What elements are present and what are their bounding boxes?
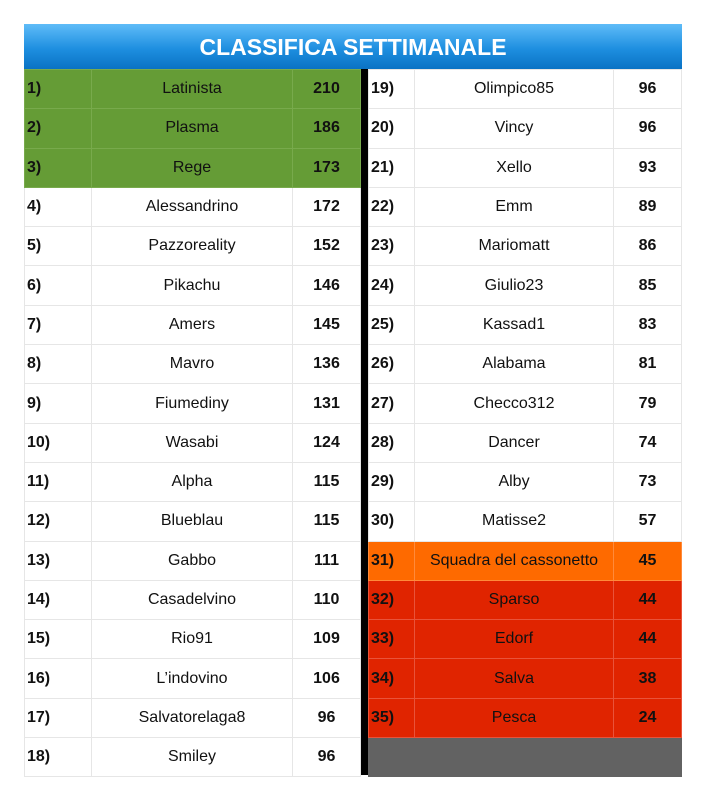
team-name-cell: Alpha xyxy=(92,462,293,501)
rank-cell: 23) xyxy=(369,227,415,266)
rank-cell: 20) xyxy=(369,109,415,148)
team-name-cell: Rio91 xyxy=(92,620,293,659)
team-name-cell: Plasma xyxy=(92,109,293,148)
table-row xyxy=(369,227,682,266)
team-name-cell: Mavro xyxy=(92,345,293,384)
table-row xyxy=(369,423,682,462)
table-row xyxy=(369,345,682,384)
rank-cell: 34) xyxy=(369,659,415,698)
team-name-cell: Smiley xyxy=(92,738,293,777)
score-cell: 45 xyxy=(614,541,682,580)
team-name-cell: Edorf xyxy=(415,620,614,659)
team-name-cell: Amers xyxy=(92,305,293,344)
rank-cell: 8) xyxy=(25,345,92,384)
table-row xyxy=(25,266,361,305)
rank-cell: 29) xyxy=(369,462,415,501)
table-row xyxy=(25,384,361,423)
team-name-cell: Rege xyxy=(92,148,293,187)
rank-cell: 21) xyxy=(369,148,415,187)
rank-cell: 19) xyxy=(369,70,415,109)
rank-cell: 35) xyxy=(369,698,415,737)
rank-cell: 30) xyxy=(369,502,415,541)
team-name-cell: Casadelvino xyxy=(92,580,293,619)
team-name-cell: Alessandrino xyxy=(92,187,293,226)
table-row xyxy=(369,70,682,109)
column-divider xyxy=(361,69,368,775)
table-row xyxy=(25,620,361,659)
score-cell: 74 xyxy=(614,423,682,462)
empty-cell xyxy=(614,738,682,777)
score-cell: 124 xyxy=(293,423,361,462)
team-name-cell: Alby xyxy=(415,462,614,501)
rank-cell: 5) xyxy=(25,227,92,266)
score-cell: 111 xyxy=(293,541,361,580)
team-name-cell: Olimpico85 xyxy=(415,70,614,109)
rank-cell: 11) xyxy=(25,462,92,501)
rank-cell: 2) xyxy=(25,109,92,148)
table-row xyxy=(369,266,682,305)
rank-cell: 7) xyxy=(25,305,92,344)
team-name-cell: Mariomatt xyxy=(415,227,614,266)
team-name-cell: Dancer xyxy=(415,423,614,462)
table-row xyxy=(25,698,361,737)
score-cell: 79 xyxy=(614,384,682,423)
rank-cell: 14) xyxy=(25,580,92,619)
score-cell: 172 xyxy=(293,187,361,226)
rank-cell: 32) xyxy=(369,580,415,619)
score-cell: 115 xyxy=(293,462,361,501)
team-name-cell: Alabama xyxy=(415,345,614,384)
team-name-cell: Latinista xyxy=(92,70,293,109)
team-name-cell: Fiumediny xyxy=(92,384,293,423)
score-cell: 186 xyxy=(293,109,361,148)
rank-cell: 26) xyxy=(369,345,415,384)
score-cell: 210 xyxy=(293,70,361,109)
rank-cell: 16) xyxy=(25,659,92,698)
table-row xyxy=(369,187,682,226)
rank-cell: 18) xyxy=(25,738,92,777)
score-cell: 89 xyxy=(614,187,682,226)
table-row xyxy=(25,148,361,187)
score-cell: 96 xyxy=(293,698,361,737)
rank-cell: 4) xyxy=(25,187,92,226)
table-row xyxy=(25,305,361,344)
score-cell: 146 xyxy=(293,266,361,305)
table-row xyxy=(369,502,682,541)
rank-cell: 10) xyxy=(25,423,92,462)
rank-cell: 15) xyxy=(25,620,92,659)
empty-cell xyxy=(369,738,415,777)
table-row xyxy=(25,70,361,109)
score-cell: 106 xyxy=(293,659,361,698)
team-name-cell: Emm xyxy=(415,187,614,226)
score-cell: 145 xyxy=(293,305,361,344)
rank-cell: 33) xyxy=(369,620,415,659)
table-row xyxy=(25,462,361,501)
rank-cell: 24) xyxy=(369,266,415,305)
table-row xyxy=(369,620,682,659)
team-name-cell: Xello xyxy=(415,148,614,187)
table-row xyxy=(369,698,682,737)
rank-cell: 25) xyxy=(369,305,415,344)
score-cell: 38 xyxy=(614,659,682,698)
table-row xyxy=(369,659,682,698)
team-name-cell: Squadra del cassonetto xyxy=(415,541,614,580)
score-cell: 44 xyxy=(614,580,682,619)
score-cell: 109 xyxy=(293,620,361,659)
score-cell: 44 xyxy=(614,620,682,659)
table-row xyxy=(25,580,361,619)
team-name-cell: Sparso xyxy=(415,580,614,619)
table-row xyxy=(25,345,361,384)
score-cell: 115 xyxy=(293,502,361,541)
team-name-cell: Wasabi xyxy=(92,423,293,462)
team-name-cell: Gabbo xyxy=(92,541,293,580)
score-cell: 131 xyxy=(293,384,361,423)
table-row xyxy=(369,109,682,148)
score-cell: 110 xyxy=(293,580,361,619)
team-name-cell: Kassad1 xyxy=(415,305,614,344)
score-cell: 96 xyxy=(614,109,682,148)
table-row xyxy=(25,227,361,266)
team-name-cell: Matisse2 xyxy=(415,502,614,541)
team-name-cell: Vincy xyxy=(415,109,614,148)
team-name-cell: L’indovino xyxy=(92,659,293,698)
rank-cell: 12) xyxy=(25,502,92,541)
rank-cell: 9) xyxy=(25,384,92,423)
table-row xyxy=(25,541,361,580)
rank-cell: 22) xyxy=(369,187,415,226)
standings-table-right xyxy=(368,69,682,777)
score-cell: 83 xyxy=(614,305,682,344)
rank-cell: 1) xyxy=(25,70,92,109)
score-cell: 86 xyxy=(614,227,682,266)
table-row xyxy=(25,187,361,226)
page-title: CLASSIFICA SETTIMANALE xyxy=(24,24,682,69)
score-cell: 81 xyxy=(614,345,682,384)
rank-cell: 6) xyxy=(25,266,92,305)
table-row xyxy=(369,305,682,344)
score-cell: 85 xyxy=(614,266,682,305)
table-row xyxy=(369,462,682,501)
table-row xyxy=(369,384,682,423)
table-row xyxy=(25,738,361,777)
score-cell: 152 xyxy=(293,227,361,266)
score-cell: 73 xyxy=(614,462,682,501)
team-name-cell: Pikachu xyxy=(92,266,293,305)
rank-cell: 28) xyxy=(369,423,415,462)
team-name-cell: Pazzoreality xyxy=(92,227,293,266)
rank-cell: 17) xyxy=(25,698,92,737)
table-row xyxy=(25,502,361,541)
score-cell: 96 xyxy=(293,738,361,777)
score-cell: 136 xyxy=(293,345,361,384)
table-row xyxy=(25,109,361,148)
empty-row xyxy=(369,738,682,777)
score-cell: 173 xyxy=(293,148,361,187)
empty-cell xyxy=(415,738,614,777)
rank-cell: 13) xyxy=(25,541,92,580)
score-cell: 93 xyxy=(614,148,682,187)
team-name-cell: Giulio23 xyxy=(415,266,614,305)
table-row xyxy=(369,580,682,619)
team-name-cell: Pesca xyxy=(415,698,614,737)
team-name-cell: Salva xyxy=(415,659,614,698)
standings-table-left xyxy=(24,69,361,777)
table-row xyxy=(25,659,361,698)
rank-cell: 3) xyxy=(25,148,92,187)
team-name-cell: Checco312 xyxy=(415,384,614,423)
score-cell: 96 xyxy=(614,70,682,109)
score-cell: 24 xyxy=(614,698,682,737)
rank-cell: 27) xyxy=(369,384,415,423)
team-name-cell: Salvatorelaga8 xyxy=(92,698,293,737)
team-name-cell: Blueblau xyxy=(92,502,293,541)
table-row xyxy=(369,148,682,187)
rank-cell: 31) xyxy=(369,541,415,580)
score-cell: 57 xyxy=(614,502,682,541)
table-row xyxy=(369,541,682,580)
table-row xyxy=(25,423,361,462)
